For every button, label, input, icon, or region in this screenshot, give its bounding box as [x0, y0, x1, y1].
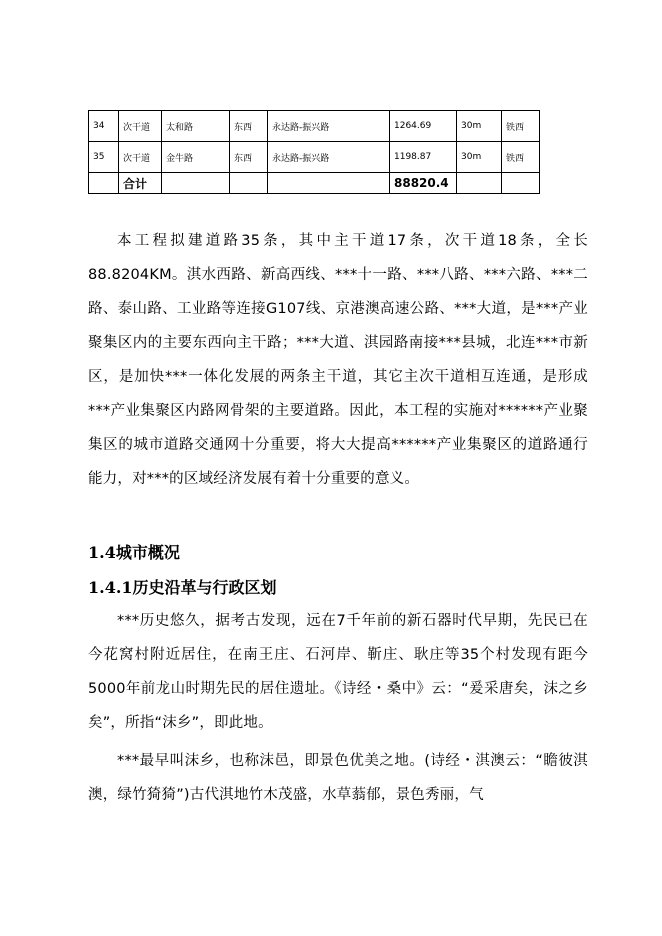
paragraph-name-origin: ***最早叫沫乡，也称沫邑，即景色优美之地。(诗经・淇澳云：“瞻彼淇澳，绿竹猗猗”)古代淇地竹木茂盛，水草蓊郁，景色秀丽，气: [88, 753, 588, 803]
empty-cell: [230, 173, 268, 194]
road-direction: 东西: [230, 111, 268, 142]
empty-cell: [89, 173, 119, 194]
paragraph-project-overview: 本工程拟建道路35条，其中主干道17条，次干道18条，全长88.8204KM。淇水西路、新高西线、***十一路、***八路、***六路、***二路、泰山路、工业路等连接G107线、京港澳高速公路、***大道，是***产业聚集区内的主要东西向主干路；***大道、淇园路南接***县城，北连***市新区，是加快***一体化发展的两条主干道，其它主次干道相互连通，是形成***产业集聚区内路网骨架的主要道路。因此，本工程的实施对******产业聚集区的城市道路交通网十分重要，将大大提高******产业集聚区的道路通行能力，对***的区域经济发展有着十分重要的意义。: [88, 233, 588, 487]
row-number: 35: [89, 142, 119, 173]
road-span: 永达路-振兴路: [268, 111, 390, 142]
total-row: [89, 173, 540, 194]
row-number: 34: [89, 111, 119, 142]
empty-cell: [502, 173, 540, 194]
road-span: 永达路-振兴路: [268, 142, 390, 173]
total-value: 88820.4: [390, 173, 457, 194]
road-pavement: 铁西: [502, 142, 540, 173]
road-width: 30m: [457, 111, 502, 142]
road-table: [88, 110, 540, 194]
road-direction: 东西: [230, 142, 268, 173]
road-name: 太和路: [162, 111, 230, 142]
empty-cell: [457, 173, 502, 194]
road-width: 30m: [457, 142, 502, 173]
road-length: 1198.87: [390, 142, 457, 173]
road-grade: 次干道: [119, 142, 162, 173]
road-pavement: 铁西: [502, 111, 540, 142]
empty-cell: [162, 173, 230, 194]
table-row: [89, 142, 540, 173]
road-grade: 次干道: [119, 111, 162, 142]
paragraph-history: ***历史悠久，据考古发现，远在7千年前的新石器时代早期，先民已在今花窝村附近居住，在南王庄、石河岸、靳庄、耿庄等35个村发现有距今5000年前龙山时期先民的居住遗址。《诗经・桑中》云：“爰采唐矣，沫之乡矣”，所指“沫乡”，即此地。: [88, 613, 588, 731]
table-row: [89, 111, 540, 142]
road-name: 金牛路: [162, 142, 230, 173]
section-heading-city-overview: 1.4城市概况: [88, 543, 180, 562]
road-length: 1264.69: [390, 111, 457, 142]
total-label: 合计: [119, 173, 162, 194]
empty-cell: [268, 173, 390, 194]
subsection-heading-history: 1.4.1历史沿革与行政区划: [88, 578, 277, 597]
